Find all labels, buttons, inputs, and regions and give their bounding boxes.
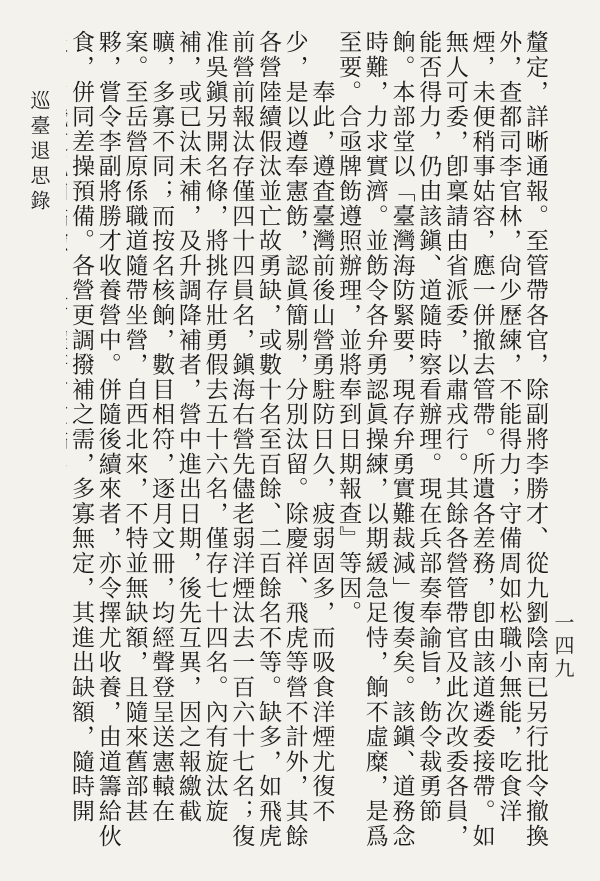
body-text xyxy=(66,30,548,860)
paragraph-2: 奉此，遵査臺灣前後山營勇駐防日久，疲弱固多，而吸食洋煙尤復不少，是以遵奉憲飭，認眞簡剔，分別汰留。除慶祥、飛虎等營不計外，其餘各營陸續假汰並亡故勇缺，或數十名至百餘、二百餘名不等。缺多，如飛虎前營前報汰存僅四十四員名，鎭海右營先儘老弱洋煙汰去一百六十七名；復准吳鎭另開名條，將挑存壯勇假去五十六名，僅存七十四名。內有旋汰旋補，或已汰未補，及升調降補者，營中進出日期，後先互異，因之報繳截曠，多寡不同；而按名核餉，數目相符，逐月文冊，均經聲登呈送憲轅在案。至岳營原係職道隨帶坐營，自西北來，不特並無缺額，且隨來舊部甚夥，嘗令李副將勝才收養營中。併隨後續來者，亦令擇尤收養，由道籌給伙食，併同差操預備。各營更調撥補之需，多寡無定，其進出缺額，隨時開 xyxy=(68,30,335,849)
running-title: 巡臺退思錄 xyxy=(27,90,51,215)
paragraph-1: 釐定，詳晰通報。至管帶各官，除副將李勝才、從九劉陰南已另行批令撤換外，查都司李官林，尙少歷練，不能得力；守備周如松職小無能，吃食洋煙，未便稍事姑容，應一併撤去管帶。所遺各差務，卽由該道遴委接帶。如無人可委，卽稟請由省派委，以肅戎行。其餘各營管帶官及此次改委各員，能否得力，仍由該鎭、道隨時察看辦理。現在兵部奏奉諭旨，飭令裁勇節餉。本部堂以「臺灣海防緊要，現存弁勇實難裁減」復奏矣。該鎭、道務念時難，力求實濟。並飭令各弁勇認眞操練，以期緩急足恃，餉不虛糜，是爲至要。合亟牌飭遵照辦理，並將奉到日期報查』等因。 xyxy=(335,30,548,849)
page-number: 一四九 xyxy=(551,612,575,681)
